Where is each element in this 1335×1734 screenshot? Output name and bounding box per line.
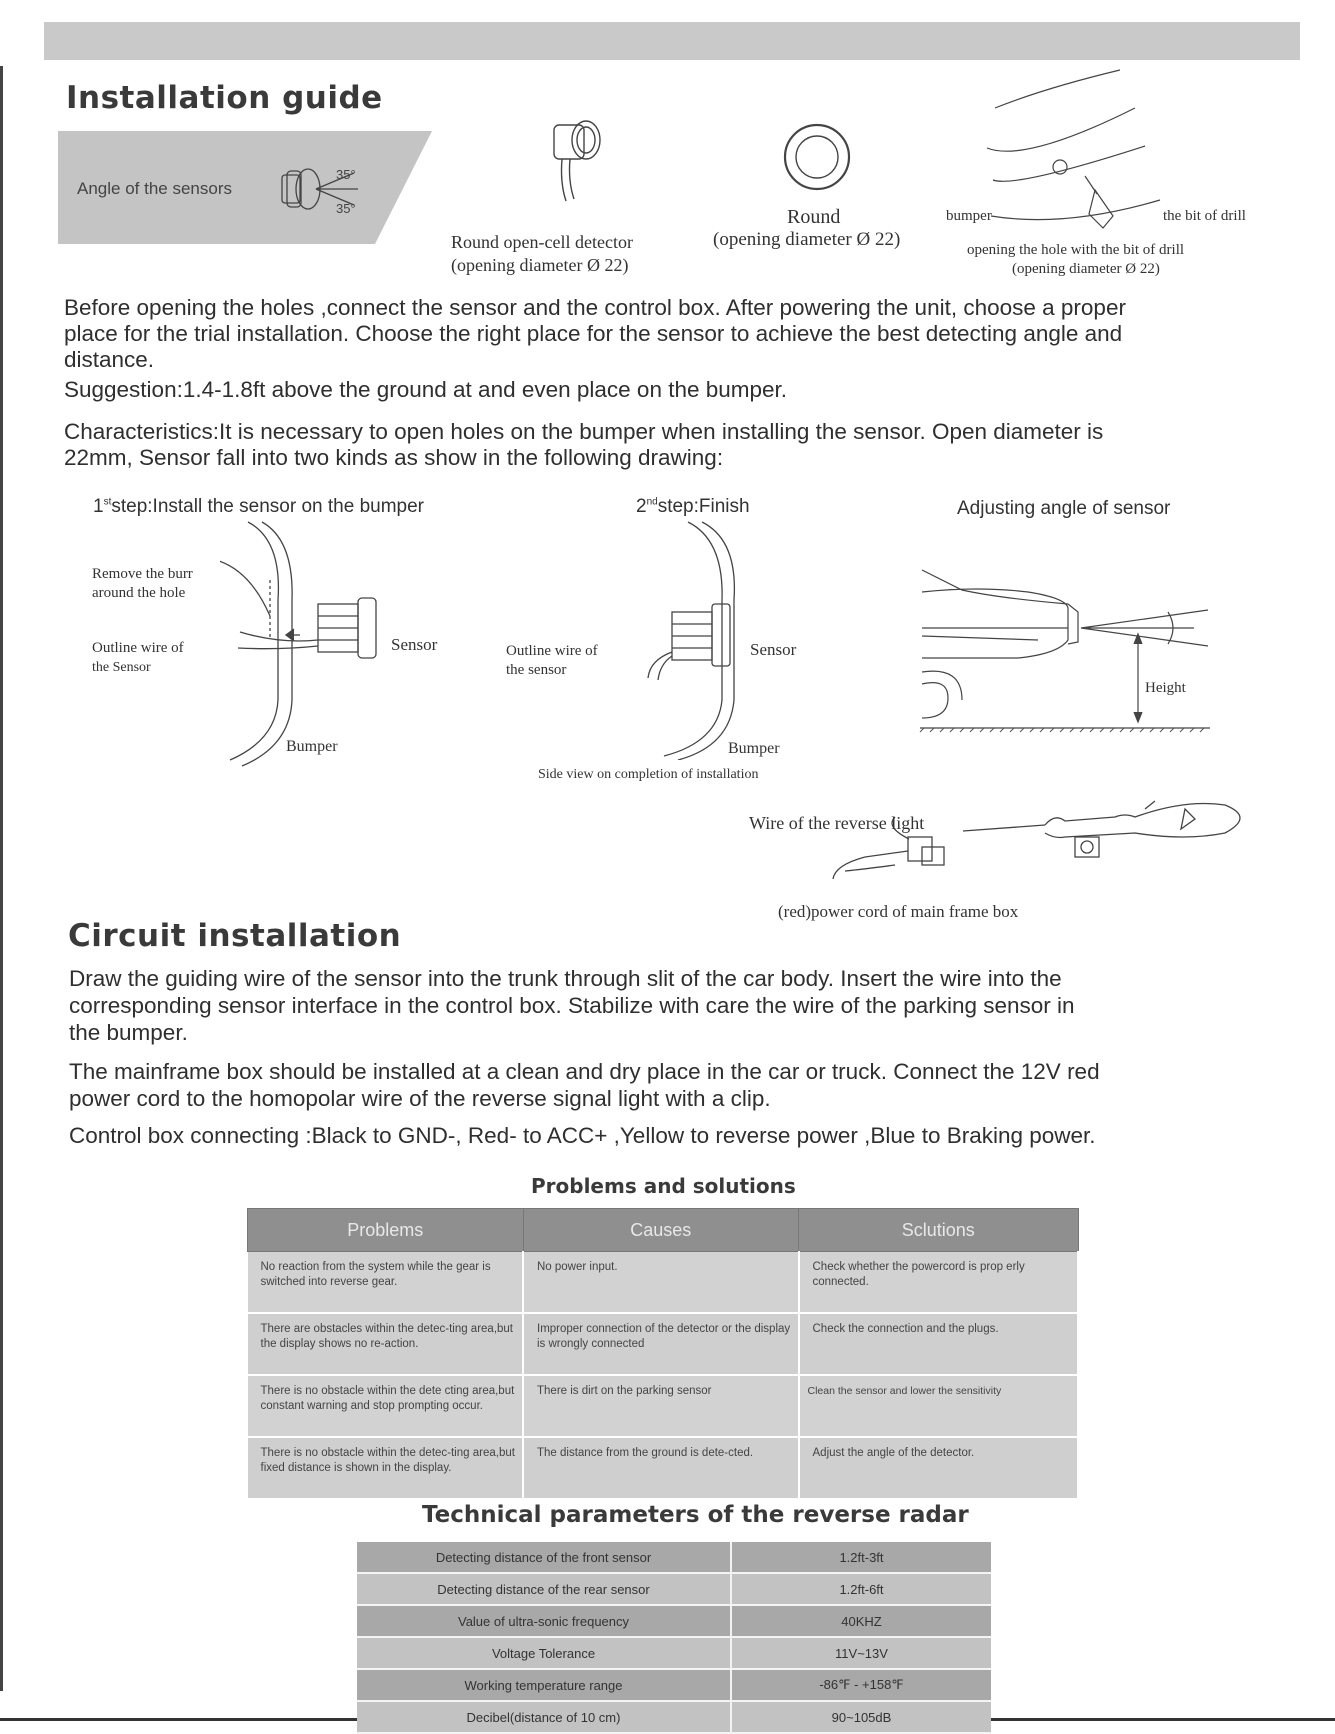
cause-cell: The distance from the ground is dete-cted. bbox=[523, 1437, 799, 1499]
param-value: 40KHZ bbox=[731, 1605, 991, 1637]
fig1-burr-label-1: Remove the burr bbox=[92, 566, 193, 582]
left-margin-rule bbox=[0, 66, 3, 1691]
detector1-caption-1: Round open-cell detector bbox=[451, 232, 633, 252]
header-bar bbox=[44, 22, 1300, 60]
tech-title: Technical parameters of the reverse radar bbox=[422, 1502, 969, 1528]
circuit-p1-line-1: Draw the guiding wire of the sensor into the trunk through slit of the car body. Insert the wire into the bbox=[69, 966, 1062, 991]
angle-label: Angle of the sensors bbox=[77, 179, 232, 198]
circuit-p2-line-1: The mainframe box should be installed at a clean and dry place in the car or truck. Connect the 12V red bbox=[69, 1059, 1100, 1084]
param-value: 1.2ft-6ft bbox=[731, 1573, 991, 1605]
param-name: Working temperature range bbox=[357, 1669, 731, 1701]
param-name: Value of ultra-sonic frequency bbox=[357, 1605, 731, 1637]
fig1-wire-label-2: the Sensor bbox=[92, 660, 151, 675]
fig1-wire-label-1: Outline wire of bbox=[92, 640, 184, 656]
table-row bbox=[357, 1637, 991, 1669]
param-name: Detecting distance of the front sensor bbox=[357, 1542, 731, 1573]
detector1-caption-2: (opening diameter Ø 22) bbox=[451, 255, 629, 275]
table-row bbox=[248, 1313, 1079, 1375]
step1-install-figure bbox=[220, 520, 400, 770]
intro-line-2: place for the trial installation. Choose the right place for the sensor to achieve the best detecting angle and bbox=[64, 321, 1123, 346]
solution-cell: Clean the sensor and lower the sensitivity bbox=[799, 1375, 1079, 1437]
problems-title: Problems and solutions bbox=[531, 1174, 796, 1198]
fig2-caption: Side view on completion of installation bbox=[538, 767, 759, 782]
circuit-p1-line-3: the bumper. bbox=[69, 1020, 188, 1045]
table-row bbox=[357, 1573, 991, 1605]
problems-table bbox=[247, 1208, 1079, 1500]
drill-caption-2: (opening diameter Ø 22) bbox=[1012, 261, 1160, 277]
reverse-light-wire-label: Wire of the reverse light bbox=[749, 813, 925, 833]
fig3-height-label: Height bbox=[1145, 680, 1186, 696]
step1-caption: 1ststep:Install the sensor on the bumper bbox=[93, 496, 424, 517]
intro-line-1: Before opening the holes ,connect the sensor and the control box. After powering the unit, choose a proper bbox=[64, 295, 1126, 320]
fig1-sensor-label: Sensor bbox=[391, 635, 438, 654]
fig1-bumper-label: Bumper bbox=[286, 738, 338, 755]
open-cell-detector-icon bbox=[540, 113, 630, 205]
param-name: Voltage Tolerance bbox=[357, 1637, 731, 1669]
round-detector-icon bbox=[782, 122, 852, 192]
table-row bbox=[357, 1605, 991, 1637]
cause-cell: Improper connection of the detector or the display is wrongly connected bbox=[523, 1313, 799, 1375]
solution-cell: Check whether the powercord is prop erly connected. bbox=[799, 1252, 1079, 1314]
power-cord-label: (red)power cord of main frame box bbox=[778, 902, 1019, 921]
circuit-title: Circuit installation bbox=[68, 918, 402, 954]
angle-of-sensors-panel bbox=[58, 131, 432, 244]
reverse-light-wiring-figure bbox=[805, 793, 1245, 903]
adjusting-angle-figure bbox=[918, 568, 1213, 734]
solutions-header: Sclutions bbox=[799, 1209, 1079, 1252]
circuit-p3: Control box connecting :Black to GND-, Red- to ACC+ ,Yellow to reverse power ,Blue to Braking power. bbox=[69, 1123, 1096, 1148]
suggestion-text: Suggestion:1.4-1.8ft above the ground at and even place on the bumper. bbox=[64, 377, 788, 402]
detector2-caption-2: (opening diameter Ø 22) bbox=[713, 229, 901, 250]
param-value: 1.2ft-3ft bbox=[731, 1542, 991, 1573]
fig2-wire-label-2: the sensor bbox=[506, 662, 567, 678]
fig2-wire-label-1: Outline wire of bbox=[506, 643, 598, 659]
problem-cell: There is no obstacle within the dete cting area,but constant warning and stop prompting occur. bbox=[248, 1375, 524, 1437]
table-row bbox=[248, 1375, 1079, 1437]
installation-title: Installation guide bbox=[66, 80, 383, 116]
circuit-p2-line-2: power cord to the homopolar wire of the reverse signal light with a clip. bbox=[69, 1086, 771, 1111]
table-row bbox=[248, 1437, 1079, 1499]
table-row bbox=[357, 1701, 991, 1733]
table-row bbox=[357, 1669, 991, 1701]
intro-line-3: distance. bbox=[64, 347, 155, 372]
causes-header: Causes bbox=[523, 1209, 799, 1252]
tech-params-table bbox=[357, 1542, 991, 1734]
cause-cell: No power input. bbox=[523, 1252, 799, 1314]
param-value: 90~105dB bbox=[731, 1701, 991, 1733]
table-row bbox=[248, 1252, 1079, 1314]
step3-caption: Adjusting angle of sensor bbox=[957, 498, 1171, 519]
drill-caption-1: opening the hole with the bit of drill bbox=[967, 242, 1185, 258]
problems-header: Problems bbox=[248, 1209, 524, 1252]
param-name: Detecting distance of the rear sensor bbox=[357, 1573, 731, 1605]
fig1-burr-label-2: around the hole bbox=[92, 585, 186, 601]
fig2-bumper-label: Bumper bbox=[728, 740, 780, 757]
problem-cell: There are obstacles within the detec-ting area,but the display shows no re-action. bbox=[248, 1313, 524, 1375]
step2-caption: 2ndstep:Finish bbox=[636, 496, 750, 517]
param-value: 11V~13V bbox=[731, 1637, 991, 1669]
param-value: -86℉ - +158℉ bbox=[731, 1669, 991, 1701]
problem-cell: No reaction from the system while the gear is switched into reverse gear. bbox=[248, 1252, 524, 1314]
step2-finish-figure bbox=[620, 520, 770, 760]
solution-cell: Adjust the angle of the detector. bbox=[799, 1437, 1079, 1499]
circuit-p1-line-2: corresponding sensor interface in the control box. Stabilize with care the wire of the parking sensor in bbox=[69, 993, 1075, 1018]
drill-bit-label: the bit of drill bbox=[1163, 208, 1246, 224]
detector2-caption-1: Round bbox=[787, 206, 841, 228]
characteristics-line-1: Characteristics:It is necessary to open holes on the bumper when installing the sensor. Open diameter is bbox=[64, 419, 1104, 444]
drill-bumper-label: bumper bbox=[946, 208, 992, 224]
param-name: Decibel(distance of 10 cm) bbox=[357, 1701, 731, 1733]
characteristics-line-2: 22mm, Sensor fall into two kinds as show in the following drawing: bbox=[64, 445, 724, 470]
problem-cell: There is no obstacle within the detec-ting area,but fixed distance is shown in the display. bbox=[248, 1437, 524, 1499]
solution-cell: Check the connection and the plugs. bbox=[799, 1313, 1079, 1375]
angle-top-value: 35° bbox=[336, 167, 356, 182]
cause-cell: There is dirt on the parking sensor bbox=[523, 1375, 799, 1437]
angle-bottom-value: 35° bbox=[336, 201, 356, 216]
table-row bbox=[357, 1542, 991, 1573]
fig2-sensor-label: Sensor bbox=[750, 640, 797, 659]
